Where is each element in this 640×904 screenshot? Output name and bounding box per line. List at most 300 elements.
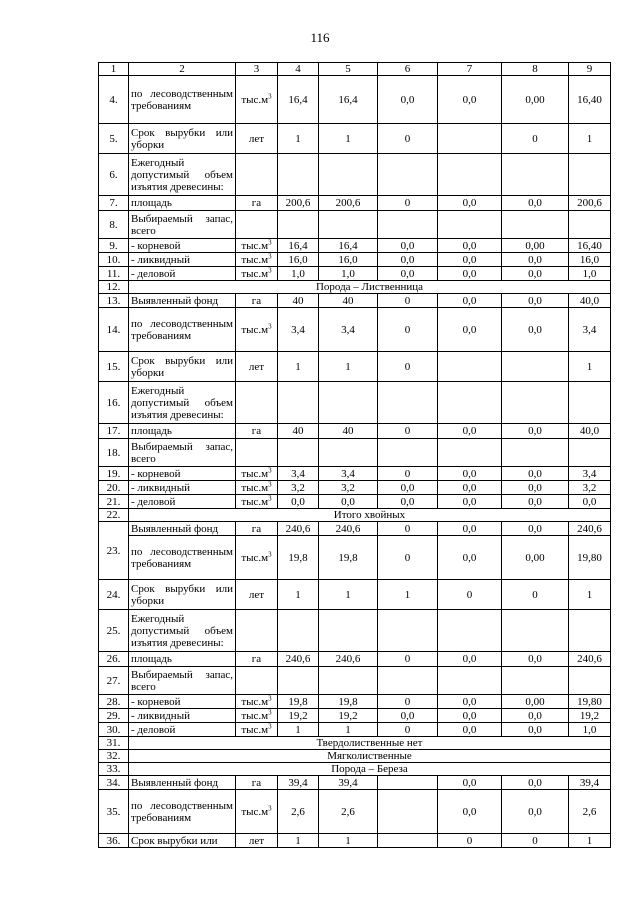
table-row [99, 695, 611, 709]
value-cell: 0 [438, 580, 502, 610]
header-cell: 2 [129, 63, 236, 76]
value-cell [502, 667, 569, 695]
unit-cell: га [236, 294, 278, 308]
row-number: 27. [99, 667, 129, 695]
unit-cell: $тыс.м^3$ [236, 308, 278, 352]
row-number: 14. [99, 308, 129, 352]
indicator-name: Выбираемый запас, всего [129, 667, 236, 695]
value-cell: 19,8 [319, 536, 378, 580]
value-cell: 3,4 [319, 467, 378, 481]
table-row [99, 763, 611, 776]
value-cell: 39,4 [569, 776, 611, 790]
value-cell: 3,2 [319, 481, 378, 495]
value-cell [438, 667, 502, 695]
row-number: 22. [99, 509, 129, 522]
value-cell [319, 610, 378, 652]
value-cell: 0 [438, 834, 502, 848]
value-cell: 1 [278, 124, 319, 154]
table-row [99, 610, 611, 652]
value-cell: 19,2 [569, 709, 611, 723]
value-cell: 1 [569, 580, 611, 610]
value-cell: 0,0 [438, 709, 502, 723]
value-cell [438, 154, 502, 196]
value-cell [319, 382, 378, 424]
row-number: 12. [99, 281, 129, 294]
value-cell: 40,0 [569, 294, 611, 308]
value-cell: 0,0 [438, 495, 502, 509]
value-cell: 16,40 [569, 76, 611, 124]
value-cell: 0,0 [502, 790, 569, 834]
value-cell: 0 [378, 352, 438, 382]
value-cell: 0,0 [502, 308, 569, 352]
value-cell: 2,6 [278, 790, 319, 834]
row-number: 23. [99, 522, 129, 580]
value-cell: 240,6 [319, 522, 378, 536]
indicator-name: площадь [129, 652, 236, 667]
value-cell: 0,0 [438, 424, 502, 439]
unit-cell [236, 667, 278, 695]
unit-cell: лет [236, 352, 278, 382]
value-cell: 0,0 [378, 481, 438, 495]
indicator-name: по лесоводственным требованиям [129, 790, 236, 834]
row-number: 30. [99, 723, 129, 737]
table-row [99, 76, 611, 124]
value-cell [569, 610, 611, 652]
value-cell: 3,4 [319, 308, 378, 352]
table-row [99, 580, 611, 610]
value-cell: 39,4 [319, 776, 378, 790]
indicator-name: Срок вырубки или уборки [129, 352, 236, 382]
value-cell: 0,0 [378, 709, 438, 723]
value-cell: 0,0 [438, 467, 502, 481]
value-cell: 0,0 [378, 267, 438, 281]
value-cell: 240,6 [569, 522, 611, 536]
value-cell: 19,8 [278, 536, 319, 580]
row-number: 6. [99, 154, 129, 196]
value-cell [278, 667, 319, 695]
indicator-name: - корневой [129, 695, 236, 709]
value-cell: 0,0 [378, 239, 438, 253]
value-cell: 1 [569, 352, 611, 382]
table-row [99, 424, 611, 439]
indicator-name: Срок вырубки или уборки [129, 580, 236, 610]
value-cell [502, 610, 569, 652]
value-cell [502, 382, 569, 424]
header-cell: 4 [278, 63, 319, 76]
value-cell: 40,0 [569, 424, 611, 439]
value-cell: 0,0 [569, 495, 611, 509]
table-row [99, 281, 611, 294]
value-cell: 0,0 [438, 652, 502, 667]
value-cell [378, 211, 438, 239]
value-cell [569, 382, 611, 424]
indicator-name: - ликвидный [129, 253, 236, 267]
value-cell: 1 [278, 580, 319, 610]
value-cell: 0 [378, 196, 438, 211]
table-row [99, 253, 611, 267]
value-cell [569, 211, 611, 239]
value-cell: 1 [319, 834, 378, 848]
row-number: 26. [99, 652, 129, 667]
table-row [99, 737, 611, 750]
table-row [99, 154, 611, 196]
row-number: 7. [99, 196, 129, 211]
value-cell [438, 610, 502, 652]
unit-cell: $тыс.м^3$ [236, 695, 278, 709]
value-cell: 16,40 [569, 239, 611, 253]
row-number: 13. [99, 294, 129, 308]
value-cell: 2,6 [569, 790, 611, 834]
value-cell: 0 [378, 308, 438, 352]
value-cell: 0,0 [502, 776, 569, 790]
value-cell [438, 382, 502, 424]
indicator-name: Выявленный фонд [129, 294, 236, 308]
row-number: 32. [99, 750, 129, 763]
value-cell: 1,0 [569, 723, 611, 737]
row-number: 15. [99, 352, 129, 382]
value-cell: 0,0 [438, 76, 502, 124]
value-cell: 0 [378, 652, 438, 667]
row-number: 4. [99, 76, 129, 124]
value-cell: 19,8 [319, 695, 378, 709]
value-cell: 3,4 [278, 467, 319, 481]
row-number: 18. [99, 439, 129, 467]
unit-cell: $тыс.м^3$ [236, 536, 278, 580]
table-row [99, 495, 611, 509]
value-cell: 0,0 [438, 536, 502, 580]
value-cell: 240,6 [278, 522, 319, 536]
indicator-name: - ликвидный [129, 709, 236, 723]
value-cell: 19,8 [278, 695, 319, 709]
value-cell: 0,0 [378, 495, 438, 509]
row-number: 9. [99, 239, 129, 253]
value-cell: 0 [378, 695, 438, 709]
row-number: 29. [99, 709, 129, 723]
value-cell [569, 667, 611, 695]
unit-cell: га [236, 522, 278, 536]
value-cell: 39,4 [278, 776, 319, 790]
value-cell [438, 439, 502, 467]
indicator-name: - корневой [129, 467, 236, 481]
value-cell: 0 [378, 536, 438, 580]
indicator-name: площадь [129, 424, 236, 439]
table-row [99, 467, 611, 481]
unit-cell: га [236, 652, 278, 667]
value-cell: 1,0 [569, 267, 611, 281]
value-cell: 0,0 [438, 776, 502, 790]
value-cell: 0,0 [378, 253, 438, 267]
value-cell [378, 382, 438, 424]
unit-cell [236, 382, 278, 424]
value-cell: 0 [502, 834, 569, 848]
value-cell: 40 [278, 424, 319, 439]
indicator-name: - корневой [129, 239, 236, 253]
row-number: 19. [99, 467, 129, 481]
value-cell [438, 124, 502, 154]
unit-cell: $тыс.м^3$ [236, 76, 278, 124]
value-cell: 16,4 [319, 76, 378, 124]
table-row [99, 790, 611, 834]
value-cell: 19,2 [319, 709, 378, 723]
value-cell: 16,0 [319, 253, 378, 267]
value-cell [278, 382, 319, 424]
value-cell: 0,0 [502, 723, 569, 737]
unit-cell [236, 439, 278, 467]
unit-cell: $тыс.м^3$ [236, 709, 278, 723]
value-cell: 0,0 [502, 522, 569, 536]
header-cell: 7 [438, 63, 502, 76]
indicator-name: - деловой [129, 267, 236, 281]
value-cell: 0,0 [502, 294, 569, 308]
indicator-name: Ежегодный допустимый объем изъятия древесины: [129, 610, 236, 652]
value-cell: 3,2 [569, 481, 611, 495]
header-cell: 6 [378, 63, 438, 76]
table-row [99, 294, 611, 308]
value-cell: 0 [502, 580, 569, 610]
value-cell: 0,0 [438, 239, 502, 253]
indicator-name: Ежегодный допустимый объем изъятия древесины: [129, 154, 236, 196]
value-cell: 0 [502, 124, 569, 154]
section-heading: Твердолиственные нет [129, 737, 611, 750]
value-cell: 0,0 [502, 267, 569, 281]
value-cell: 0 [378, 124, 438, 154]
section-heading: Порода – Лиственница [129, 281, 611, 294]
header-cell: 3 [236, 63, 278, 76]
value-cell: 0,0 [319, 495, 378, 509]
value-cell: 240,6 [278, 652, 319, 667]
value-cell: 200,6 [319, 196, 378, 211]
value-cell: 0,0 [438, 723, 502, 737]
value-cell [438, 352, 502, 382]
value-cell: 0,0 [502, 481, 569, 495]
value-cell: 0,0 [438, 267, 502, 281]
unit-cell: лет [236, 124, 278, 154]
value-cell [502, 439, 569, 467]
value-cell: 1 [569, 834, 611, 848]
value-cell [378, 667, 438, 695]
value-cell [502, 352, 569, 382]
table-row [99, 382, 611, 424]
value-cell: 1 [278, 834, 319, 848]
value-cell [378, 790, 438, 834]
value-cell: 16,4 [278, 239, 319, 253]
value-cell [319, 154, 378, 196]
value-cell: 3,4 [569, 467, 611, 481]
value-cell: 0,0 [438, 522, 502, 536]
indicator-name: Выбираемый запас, всего [129, 211, 236, 239]
row-number: 31. [99, 737, 129, 750]
row-number: 8. [99, 211, 129, 239]
value-cell: 16,0 [278, 253, 319, 267]
value-cell: 1 [569, 124, 611, 154]
row-number: 11. [99, 267, 129, 281]
unit-cell: лет [236, 834, 278, 848]
value-cell: 3,4 [278, 308, 319, 352]
value-cell: 0,0 [438, 695, 502, 709]
row-number: 36. [99, 834, 129, 848]
indicator-name: - ликвидный [129, 481, 236, 495]
value-cell: 0,0 [502, 424, 569, 439]
value-cell: 40 [319, 294, 378, 308]
value-cell: 1 [278, 723, 319, 737]
table-row [99, 352, 611, 382]
unit-cell: га [236, 424, 278, 439]
table-row [99, 439, 611, 467]
value-cell: 3,4 [569, 308, 611, 352]
unit-cell: лет [236, 580, 278, 610]
section-heading: Итого хвойных [129, 509, 611, 522]
value-cell [319, 211, 378, 239]
value-cell: 0,0 [438, 253, 502, 267]
section-heading: Порода – Береза [129, 763, 611, 776]
forest-fund-table [98, 62, 611, 848]
unit-cell: га [236, 776, 278, 790]
unit-cell [236, 154, 278, 196]
indicator-name: Выявленный фонд [129, 776, 236, 790]
table-row [99, 239, 611, 253]
indicator-name: - деловой [129, 723, 236, 737]
value-cell: 16,4 [278, 76, 319, 124]
value-cell: 2,6 [319, 790, 378, 834]
indicator-name: - деловой [129, 495, 236, 509]
value-cell [278, 439, 319, 467]
row-number: 28. [99, 695, 129, 709]
table-row [99, 652, 611, 667]
indicator-name: Ежегодный допустимый объем изъятия древесины: [129, 382, 236, 424]
table-row [99, 776, 611, 790]
value-cell: 0,0 [502, 709, 569, 723]
value-cell: 0,0 [438, 196, 502, 211]
table-row [99, 509, 611, 522]
value-cell [278, 211, 319, 239]
value-cell [569, 154, 611, 196]
value-cell: 19,2 [278, 709, 319, 723]
value-cell: 0,0 [502, 495, 569, 509]
indicator-name: Выявленный фонд [129, 522, 236, 536]
table-row [99, 723, 611, 737]
value-cell: 19,80 [569, 536, 611, 580]
value-cell: 40 [278, 294, 319, 308]
value-cell: 0 [378, 294, 438, 308]
unit-cell: га [236, 196, 278, 211]
value-cell [378, 610, 438, 652]
table-row [99, 536, 611, 580]
value-cell: 0 [378, 522, 438, 536]
value-cell: 200,6 [278, 196, 319, 211]
value-cell: 1 [278, 352, 319, 382]
indicator-name: Срок вырубки или уборки [129, 124, 236, 154]
value-cell [438, 211, 502, 239]
row-number: 5. [99, 124, 129, 154]
value-cell: 0,00 [502, 536, 569, 580]
indicator-name: по лесоводственным требованиям [129, 76, 236, 124]
value-cell: 200,6 [569, 196, 611, 211]
indicator-name: площадь [129, 196, 236, 211]
row-number: 20. [99, 481, 129, 495]
table-row [99, 709, 611, 723]
value-cell [319, 667, 378, 695]
value-cell: 0,0 [502, 467, 569, 481]
value-cell: 0,00 [502, 695, 569, 709]
table-row [99, 750, 611, 763]
value-cell: 0 [378, 467, 438, 481]
table-row [99, 308, 611, 352]
header-cell: 8 [502, 63, 569, 76]
unit-cell: $тыс.м^3$ [236, 723, 278, 737]
table-row [99, 522, 611, 536]
table-row [99, 196, 611, 211]
row-number: 34. [99, 776, 129, 790]
table-row [99, 481, 611, 495]
value-cell: 0,0 [502, 253, 569, 267]
indicator-name: по лесоводственным требованиям [129, 536, 236, 580]
value-cell: 0,0 [438, 308, 502, 352]
value-cell: 0,0 [438, 294, 502, 308]
value-cell: 1 [319, 124, 378, 154]
unit-cell: $тыс.м^3$ [236, 267, 278, 281]
unit-cell: $тыс.м^3$ [236, 239, 278, 253]
table-row [99, 211, 611, 239]
value-cell: 3,2 [278, 481, 319, 495]
header-cell: 1 [99, 63, 129, 76]
page-number: 116 [310, 30, 330, 45]
value-cell: 40 [319, 424, 378, 439]
unit-cell: $тыс.м^3$ [236, 495, 278, 509]
value-cell: 1 [319, 580, 378, 610]
row-number: 33. [99, 763, 129, 776]
indicator-name: Срок вырубки или [129, 834, 236, 848]
value-cell: 0 [378, 723, 438, 737]
indicator-name: по лесоводственным требованиям [129, 308, 236, 352]
value-cell: 240,6 [319, 652, 378, 667]
value-cell: 0,0 [502, 196, 569, 211]
table-row [99, 667, 611, 695]
row-number: 16. [99, 382, 129, 424]
value-cell: 0,0 [378, 76, 438, 124]
value-cell: 16,0 [569, 253, 611, 267]
row-number: 24. [99, 580, 129, 610]
header-cell: 5 [319, 63, 378, 76]
table-row [99, 267, 611, 281]
section-heading: Мягколиственные [129, 750, 611, 763]
table-row [99, 834, 611, 848]
header-row [99, 63, 611, 76]
value-cell [378, 439, 438, 467]
value-cell [502, 211, 569, 239]
value-cell [378, 834, 438, 848]
value-cell: 1 [378, 580, 438, 610]
value-cell: 0,0 [438, 790, 502, 834]
table-row [99, 124, 611, 154]
row-number: 21. [99, 495, 129, 509]
header-cell: 9 [569, 63, 611, 76]
value-cell [502, 154, 569, 196]
indicator-name: Выбираемый запас, всего [129, 439, 236, 467]
value-cell [378, 776, 438, 790]
unit-cell: $тыс.м^3$ [236, 467, 278, 481]
value-cell [378, 154, 438, 196]
row-number: 25. [99, 610, 129, 652]
value-cell: 0,0 [278, 495, 319, 509]
value-cell: 0,0 [502, 652, 569, 667]
value-cell: 240,6 [569, 652, 611, 667]
value-cell [569, 439, 611, 467]
unit-cell [236, 211, 278, 239]
value-cell [278, 610, 319, 652]
value-cell: 1,0 [319, 267, 378, 281]
value-cell [278, 154, 319, 196]
unit-cell: $тыс.м^3$ [236, 790, 278, 834]
